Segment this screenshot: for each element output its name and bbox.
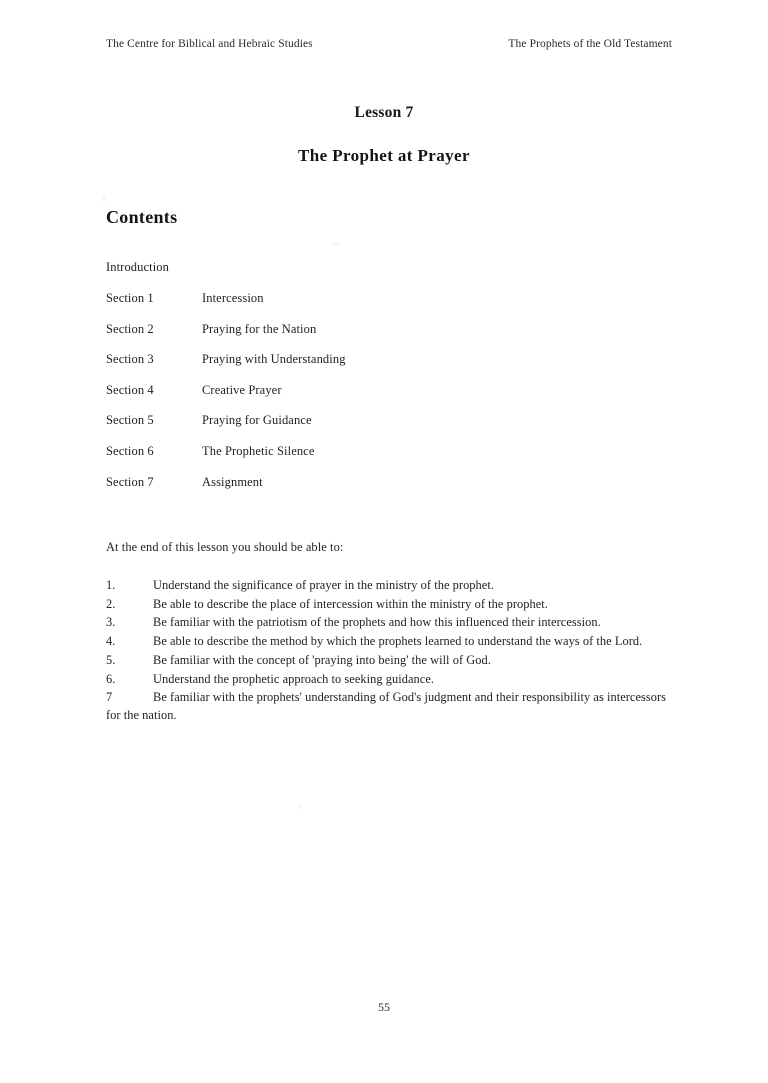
toc-section-title: Assignment xyxy=(202,474,263,489)
toc-section-title: Creative Prayer xyxy=(202,382,282,397)
lesson-subject-title: The Prophet at Prayer xyxy=(298,146,470,165)
toc-row xyxy=(106,475,626,490)
objective-text: Be familiar with the patriotism of the prophets and how this influenced their intercession. xyxy=(153,615,601,630)
objective-item xyxy=(106,577,672,594)
toc-section-label: Section 1 xyxy=(106,291,154,305)
toc-section-label: Section 5 xyxy=(106,413,154,428)
objectives-intro: At the end of this lesson you should be able to: xyxy=(106,540,344,554)
objective-number: 6. xyxy=(106,671,116,686)
toc-row xyxy=(106,383,626,398)
objective-item xyxy=(106,652,672,669)
toc-section-title: The Prophetic Silence xyxy=(202,443,315,458)
objective-number: 7 xyxy=(106,690,113,705)
objective-text: Understand the significance of prayer in the ministry of the prophet. xyxy=(153,578,494,592)
toc-entry-introduction: Introduction xyxy=(106,260,169,274)
objective-item xyxy=(106,633,672,650)
toc-row xyxy=(106,444,626,459)
scan-speckle xyxy=(333,243,339,245)
lesson-number-title: Lesson 7 xyxy=(354,104,414,121)
toc-section-title: Praying for the Nation xyxy=(202,321,317,336)
toc-row xyxy=(106,322,626,337)
objective-number: 2. xyxy=(106,596,116,611)
toc-section-title: Praying with Understanding xyxy=(202,352,346,367)
objective-number: 5. xyxy=(106,652,116,667)
running-head xyxy=(106,38,672,50)
scan-speckle xyxy=(299,806,302,809)
toc-row xyxy=(106,413,626,428)
contents-list xyxy=(106,260,626,505)
objective-number: 4. xyxy=(106,634,116,649)
toc-section-label: Section 4 xyxy=(106,382,154,397)
toc-section-title: Praying for Guidance xyxy=(202,413,312,428)
toc-section-label: Section 2 xyxy=(106,321,154,336)
toc-section-label: Section 6 xyxy=(106,443,154,458)
toc-section-label: Section 3 xyxy=(106,352,154,367)
objective-text: Be familiar with the concept of 'praying into being' the will of God. xyxy=(153,652,491,667)
contents-heading: Contents xyxy=(106,207,178,227)
objectives-block xyxy=(106,540,672,725)
objective-item xyxy=(106,671,672,688)
objective-item xyxy=(106,614,672,631)
objective-text: Understand the prophetic approach to seeking guidance. xyxy=(153,671,435,686)
scan-speckle xyxy=(103,196,105,203)
toc-section-label: Section 7 xyxy=(106,474,154,489)
objective-number: 1. xyxy=(106,578,116,592)
objectives-list xyxy=(106,577,672,724)
objective-text: Be familiar with the prophets' understanding of God's judgment and their responsibility as intercessors for the nation. xyxy=(106,690,667,722)
objective-number: 3. xyxy=(106,615,116,630)
toc-row xyxy=(106,291,626,306)
objective-item xyxy=(106,689,672,723)
objective-text: Be able to describe the place of intercession within the ministry of the prophet. xyxy=(153,596,548,611)
running-head-right: The Prophets of the Old Testament xyxy=(508,38,672,50)
toc-row xyxy=(106,352,626,367)
objective-text: Be able to describe the method by which the prophets learned to understand the ways of the Lord. xyxy=(153,634,643,649)
page-number: 55 xyxy=(378,1000,390,1014)
running-head-left: The Centre for Biblical and Hebraic Studies xyxy=(106,38,313,50)
objective-item xyxy=(106,596,672,613)
toc-section-title: Intercession xyxy=(202,291,264,305)
